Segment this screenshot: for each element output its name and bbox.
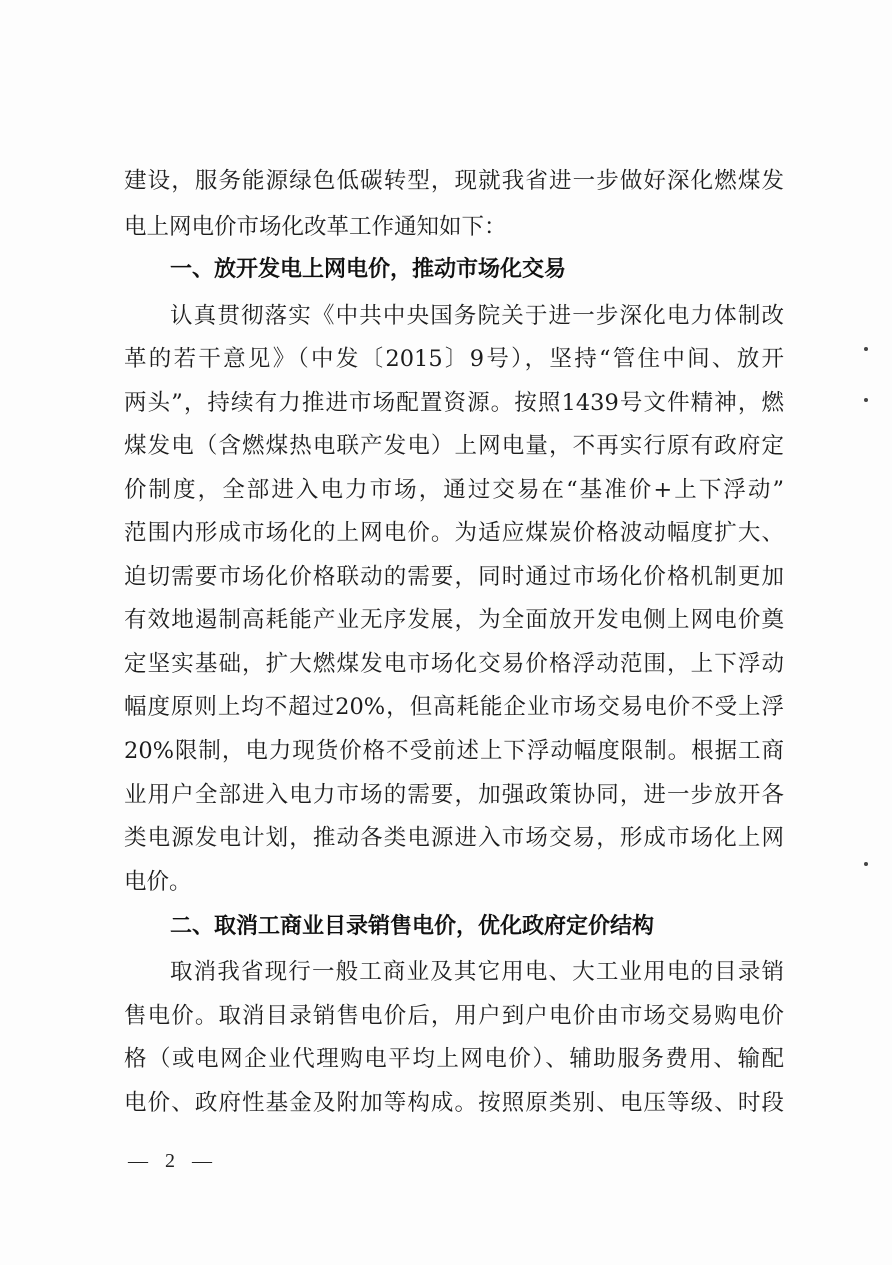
body-line: 价制度，全部进入电力市场，通过交易在“基准价+上下浮动”: [124, 477, 784, 503]
section-heading-1: 一、放开发电上网电价，推动市场化交易: [170, 257, 567, 282]
scan-speck: [864, 398, 868, 402]
body-line: 煤发电（含燃煤热电联产发电）上网电量，不再实行原有政府定: [124, 433, 784, 459]
body-line: 两头”，持续有力推进市场配置资源。按照1439号文件精神，燃: [124, 390, 784, 416]
body-line: 业用户全部进入电力市场的需要，加强政策协同，进一步放开各: [124, 782, 784, 808]
scan-speck: [864, 347, 868, 351]
body-line: 类电源发电计划，推动各类电源进入市场交易，形成市场化上网: [124, 825, 784, 851]
body-line: 幅度原则上均不超过20%，但高耗能企业市场交易电价不受上浮: [124, 694, 784, 720]
body-line: 20%限制，电力现货价格不受前述上下浮动幅度限制。根据工商: [124, 738, 784, 764]
body-line: 电价、政府性基金及附加等构成。按照原类别、电压等级、时段: [124, 1090, 784, 1116]
section-heading-2: 二、取消工商业目录销售电价，优化政府定价结构: [170, 914, 655, 939]
body-line: 格（或电网企业代理购电平均上网电价）、辅助服务费用、输配: [124, 1046, 784, 1072]
body-line: 认真贯彻落实《中共中央国务院关于进一步深化电力体制改: [170, 303, 784, 329]
body-line: 有效地遏制高耗能产业无序发展，为全面放开发电侧上网电价奠: [124, 607, 784, 633]
body-line: 定坚实基础，扩大燃煤发电市场化交易价格浮动范围，上下浮动: [124, 651, 784, 677]
body-line: 范围内形成市场化的上网电价。为适应煤炭价格波动幅度扩大、: [124, 520, 784, 546]
body-line: 取消我省现行一般工商业及其它用电、大工业用电的目录销: [170, 959, 784, 985]
body-line: 电价。: [124, 869, 192, 895]
page-number: — 2 —: [128, 1150, 218, 1172]
body-line: 售电价。取消目录销售电价后，用户到户电价由市场交易购电价: [124, 1003, 784, 1029]
body-line: 电上网电价市场化改革工作通知如下：: [124, 214, 507, 240]
body-line: 建设，服务能源绿色低碳转型，现就我省进一步做好深化燃煤发: [124, 168, 784, 194]
body-line: 迫切需要市场化价格联动的需要，同时通过市场化价格机制更加: [124, 564, 784, 590]
scan-speck: [864, 862, 868, 866]
body-line: 革的若干意见》（中发〔2015〕9号），坚持“管住中间、放开: [124, 346, 784, 372]
